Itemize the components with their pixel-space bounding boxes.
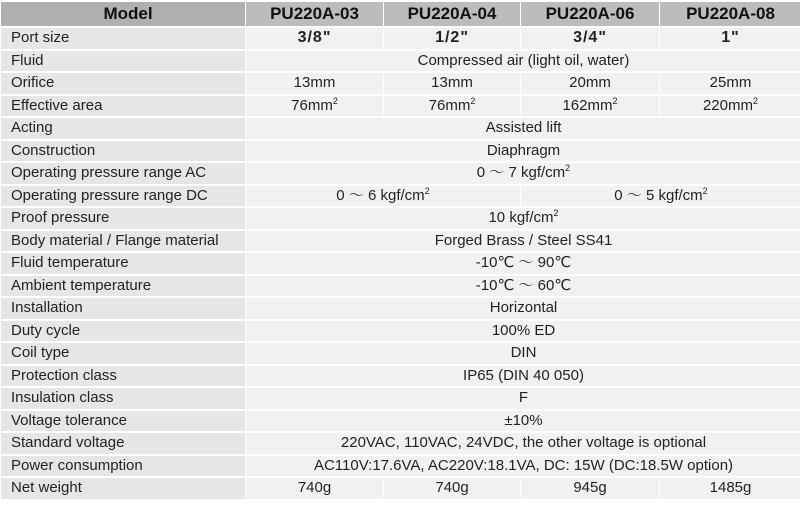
superscript-unit: 2 <box>424 185 430 196</box>
spec-value-standard-voltage-0 <box>246 433 800 454</box>
spec-row-construction <box>1 141 800 162</box>
spec-label-orifice: Orifice <box>1 73 245 94</box>
spec-value-text: 740g <box>297 479 332 497</box>
spec-row-installation <box>1 298 800 319</box>
header-model-pu220a-04: PU220A-04 <box>384 2 520 26</box>
spec-value-ambient-temperature-0 <box>246 276 800 297</box>
spec-row-voltage-tolerance <box>1 411 800 432</box>
header-model-label: Model <box>1 2 245 26</box>
spec-row-fluid-temperature <box>1 253 800 274</box>
spec-label-body-material: Body material / Flange material <box>1 231 245 252</box>
spec-value-text: Compressed air (light oil, water) <box>417 51 630 69</box>
spec-value-text: DIN <box>510 344 537 362</box>
spec-value-port-size-1 <box>384 28 520 49</box>
spec-label-operating-pressure-dc: Operating pressure range DC <box>1 186 245 207</box>
spec-row-insulation-class <box>1 388 800 409</box>
spec-value-text: IP65 (DIN 40 050) <box>463 366 584 384</box>
spec-row-operating-pressure-ac <box>1 163 800 184</box>
header-model-pu220a-08: PU220A-08 <box>660 2 800 26</box>
spec-value-effective-area-3 <box>660 96 800 117</box>
superscript-unit: 2 <box>332 95 338 106</box>
spec-value-text: Forged Brass / Steel SS41 <box>434 231 613 249</box>
spec-value-port-size-2 <box>521 28 659 49</box>
spec-value-fluid-temperature-0 <box>246 253 800 274</box>
spec-value-effective-area-0 <box>246 96 383 117</box>
spec-value-text: ±10% <box>504 411 543 429</box>
header-model-pu220a-06: PU220A-06 <box>521 2 659 26</box>
spec-label-coil-type: Coil type <box>1 343 245 364</box>
spec-label-installation: Installation <box>1 298 245 319</box>
spec-row-body-material <box>1 231 800 252</box>
spec-row-port-size <box>1 28 800 49</box>
spec-value-text: 0 ～ 7 kgf/cm <box>476 164 566 182</box>
spec-label-operating-pressure-ac: Operating pressure range AC <box>1 163 245 184</box>
spec-label-duty-cycle: Duty cycle <box>1 321 245 342</box>
spec-value-insulation-class-0 <box>246 388 800 409</box>
superscript-unit: 2 <box>553 208 559 219</box>
spec-value-effective-area-1 <box>384 96 520 117</box>
superscript-unit: 2 <box>470 95 476 106</box>
spec-value-net-weight-2 <box>521 478 659 499</box>
spec-label-fluid: Fluid <box>1 51 245 72</box>
spec-value-text: AC110V:17.6VA, AC220V:18.1VA, DC: 15W (DC:18.5W option) <box>313 456 734 474</box>
spec-value-text: Assisted lift <box>485 119 562 137</box>
spec-label-fluid-temperature: Fluid temperature <box>1 253 245 274</box>
spec-row-duty-cycle <box>1 321 800 342</box>
spec-row-ambient-temperature <box>1 276 800 297</box>
spec-value-body-material-0 <box>246 231 800 252</box>
spec-value-orifice-2 <box>521 73 659 94</box>
header-model-pu220a-03: PU220A-03 <box>246 2 383 26</box>
spec-label-proof-pressure: Proof pressure <box>1 208 245 229</box>
spec-value-text: 0 ～ 5 kgf/cm <box>614 186 703 204</box>
superscript-unit: 2 <box>612 95 618 106</box>
spec-value-text: 3/4" <box>573 29 607 47</box>
superscript-unit: 2 <box>753 95 759 106</box>
spec-value-text: -10℃ ～ 90℃ <box>475 254 572 272</box>
spec-row-net-weight <box>1 478 800 499</box>
spec-value-net-weight-3 <box>660 478 800 499</box>
spec-value-text: 20mm <box>569 74 611 92</box>
spec-value-text: -10℃ ～ 60℃ <box>475 276 572 294</box>
spec-value-fluid-0 <box>246 51 800 72</box>
spec-label-protection-class: Protection class <box>1 366 245 387</box>
spec-value-net-weight-0 <box>246 478 383 499</box>
spec-value-text: Horizontal <box>489 299 558 317</box>
spec-value-text: 220mm <box>702 96 753 114</box>
spec-row-proof-pressure <box>1 208 800 229</box>
spec-label-standard-voltage: Standard voltage <box>1 433 245 454</box>
spec-label-effective-area: Effective area <box>1 96 245 117</box>
spec-row-fluid <box>1 51 800 72</box>
spec-value-text: 25mm <box>709 74 752 92</box>
spec-value-voltage-tolerance-0 <box>246 411 800 432</box>
spec-value-text: 100% ED <box>491 321 556 339</box>
spec-value-text: Diaphragm <box>486 141 561 159</box>
spec-label-voltage-tolerance: Voltage tolerance <box>1 411 245 432</box>
spec-value-text: 76mm <box>291 96 333 114</box>
spec-value-acting-0 <box>246 118 800 139</box>
spec-label-insulation-class: Insulation class <box>1 388 245 409</box>
spec-value-text: 1485g <box>709 479 752 497</box>
spec-value-orifice-0 <box>246 73 383 94</box>
header-row <box>1 2 800 26</box>
spec-row-protection-class <box>1 366 800 387</box>
spec-value-text: 945g <box>573 479 607 497</box>
superscript-unit: 2 <box>702 185 708 196</box>
spec-value-orifice-3 <box>660 73 800 94</box>
spec-label-construction: Construction <box>1 141 245 162</box>
spec-label-port-size: Port size <box>1 28 245 49</box>
spec-row-effective-area <box>1 96 800 117</box>
spec-value-net-weight-1 <box>384 478 520 499</box>
spec-value-text: 13mm <box>431 74 473 92</box>
spec-table-body <box>1 2 800 499</box>
spec-value-duty-cycle-0 <box>246 321 800 342</box>
spec-value-text: 1/2" <box>435 29 469 47</box>
spec-value-operating-pressure-dc-0 <box>246 186 520 207</box>
spec-value-text: 162mm <box>562 96 613 114</box>
spec-value-text: 1" <box>721 29 740 47</box>
spec-value-text: 76mm <box>428 96 471 114</box>
superscript-unit: 2 <box>565 163 571 174</box>
spec-value-text: 10 kgf/cm <box>488 209 554 227</box>
spec-value-operating-pressure-dc-1 <box>521 186 800 207</box>
spec-row-power-consumption <box>1 456 800 477</box>
spec-value-effective-area-2 <box>521 96 659 117</box>
spec-value-protection-class-0 <box>246 366 800 387</box>
spec-label-power-consumption: Power consumption <box>1 456 245 477</box>
spec-value-text: 220VAC, 110VAC, 24VDC, the other voltage is optional <box>340 434 707 452</box>
spec-value-installation-0 <box>246 298 800 319</box>
spec-value-text: 0 ～ 6 kgf/cm <box>336 186 425 204</box>
spec-row-standard-voltage <box>1 433 800 454</box>
spec-value-coil-type-0 <box>246 343 800 364</box>
spec-value-port-size-3 <box>660 28 800 49</box>
spec-value-construction-0 <box>246 141 800 162</box>
spec-value-text: 740g <box>435 479 469 497</box>
spec-row-coil-type <box>1 343 800 364</box>
spec-value-text: F <box>518 389 529 407</box>
spec-label-ambient-temperature: Ambient temperature <box>1 276 245 297</box>
spec-label-acting: Acting <box>1 118 245 139</box>
spec-value-text: 13mm <box>293 74 336 92</box>
spec-row-orifice <box>1 73 800 94</box>
spec-value-text: 3/8" <box>297 29 332 47</box>
spec-row-operating-pressure-dc <box>1 186 800 207</box>
spec-label-net-weight: Net weight <box>1 478 245 499</box>
spec-value-operating-pressure-ac-0 <box>246 163 800 184</box>
spec-row-acting <box>1 118 800 139</box>
spec-value-port-size-0 <box>246 28 383 49</box>
spec-value-power-consumption-0 <box>246 456 800 477</box>
spec-value-orifice-1 <box>384 73 520 94</box>
spec-value-proof-pressure-0 <box>246 208 800 229</box>
